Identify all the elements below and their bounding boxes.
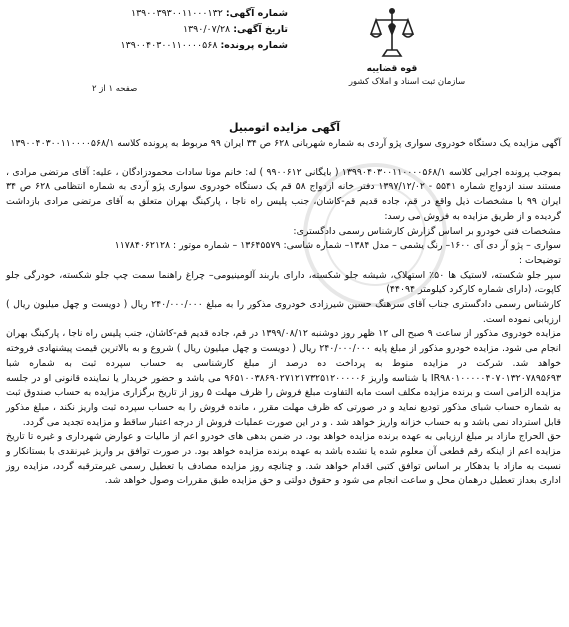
notes-heading: توضیحات : — [518, 254, 561, 266]
notice-date-row — [48, 22, 288, 38]
paragraph-spacer — [6, 152, 561, 166]
notice-number-label: شماره آگهی: — [225, 8, 288, 19]
vehicle-specs: سواری – پژو آر دی آی ۱۶۰۰– رنگ یشمی – مدل ۱۳۸۴– شماره شاسی: ۱۳۶۴۵۵۷۹ – شماره موتور : ۱۱۷۸۴۰۶۲۱۲۸ — [114, 240, 561, 252]
fees-paragraph: حق الحراج مازاد بر مبلغ ارزیابی به عهده برنده مزایده خواهد بود. در ضمن بدهی های خودرو اعم از مالیات و عوارض شهرداری و غیره تا تاریخ مزایده اعم از اینکه رقم قطعی آن معلوم شده یا نشده باشد به عهده برنده مزایده خواهد بود. در صورت توافق بر واریز غیرنقدی با بستانکار و نسبت به مازاد با بدهکار بر اساس توافق کتبی اقدام خواهد شد. و چنانچه روز مزایده مصادف با تعطیل رسمی غیرمترقبه گردد، مزایده روز اداری بعداز تعطیل درهمان محل و ساعت انجام می شود و حقوق دولتی و حق مزایده طبق مقررات وصول خواهد شد. — [6, 431, 561, 487]
organization-name: سازمان ثبت اسناد و املاک کشور — [348, 77, 466, 87]
case-number-row — [48, 38, 288, 54]
case-number-label: شماره پرونده: — [220, 40, 288, 51]
judiciary-emblem-block — [347, 6, 466, 87]
notice-title: آگهی مزایده اتومبیل — [228, 121, 341, 134]
page-number: صفحه ۱ از ۲ — [92, 84, 138, 94]
case-number: ۱۳۹۰۰۴۰۳۰۰۱۱۰۰۰۰۵۶۸ — [120, 40, 218, 51]
specs-heading: مشخصات فنی خودرو بر اساس گزارش کارشناس رسمی دادگستری: — [293, 225, 561, 237]
case-paragraph: بموجب پرونده اجرایی کلاسه ۱۳۹۹۰۴۰۳۰۰۱۱۰۰۰۰۵۶۸/۱ ( بایگانی ۹۹۰۰۶۱۲ ) له: خانم مونا سادات محمودزادگان ، علیه: آقای مرتضی مرادی ، مستند سند ازدواج شماره ۵۵۴۱ - ۱۳۹۷/۱۲/۰۲ دفتر خانه ازدواج ۵۸ قم یک دستگاه خودروی سواری پژو آردی به شماره انتظامی ۶۲۸ ص ۳۴ ایران ۹۹ با مشخصات ذیل واقع در قم، جاده قدیم قم-کاشان، جنب پلیس راه ناجا ، پارکینگ بهران متعلق به آقای مرتضی مرادی بازداشت گردیده و از طریق مزایده به فروش می رسد: — [6, 166, 562, 222]
judiciary-name: قوه قضاییه — [366, 64, 418, 74]
notes-paragraph: سپر جلو شکسته، لاستیک ها ۵۰٪ استهلاک، شیشه جلو شکسته، دارای باربند آلومینیومی– چراغ راهنما سمت چپ جلو شکسته، خودرگی جلو کاپوت، (دارای شماره کارکرد کیلومتر ۴۴۰۹۴) — [6, 269, 561, 296]
appraisal-paragraph: کارشناس رسمی دادگستری جناب آقای سرهنگ حسین شیرزادی خودروی مذکور را به مبلغ ۲۴۰/۰۰۰/۰۰۰ ریال ( دویست و چهل میلیون ریال ) ارزیابی نموده است. — [6, 299, 561, 325]
scales-of-justice-icon — [369, 6, 415, 60]
auction-terms-paragraph: مزایده خودروی مذکور از ساعت ۹ صبح الی ۱۲ ظهر روز دوشنبه ۱۳۹۹/۰۸/۱۲ در قم، جاده قدیم قم-کاشان، جنب پلیس راه ناجا ، پارکینگ بهران انجام می شود. مزایده خودرو مذکور از مبلغ پایه ۲۴۰/۰۰۰/۰۰۰ ریال ( دویست و چهل میلیون ریال ) شروع و به بالاترین قیمت پیشنهادی فروخته خواهد شد. شرکت در مزایده منوط به پرداخت ده درصد از مبلغ کارشناسی به حساب سپرده ثبت به شماره شبا IR۹۸۰۱۰۰۰۰۰۴۰۷۰۱۳۲۰۷۸۹۵۶۹۳ با شناسه واریز ۹۶۵۱۰۰۳۸۶۹۰۲۷۱۲۱۷۳۲۵۱۲۰۰۰۰۰۶ می باشد و حضور خریدار یا نماینده قانونی او در جلسه مزایده الزامی است و برنده مزایده مکلف است مابه التفاوت مبلغ فروش را ظرف مهلت ۵ روز از تاریخ برگزاری مزایده به حساب صندوق ثبت به شماره حساب شبای مذکور تودیع نماید و در صورتی که ظرف مهلت مقرر ، مانده فروش را به حساب سپرده ثبت واریز نکند ، مبلغ مذکور قابل استرداد نمی باشد و به حساب خزانه واریز خواهد شد . و در این صورت عملیات فروش از درجه اعتبار ساقط و مزایده تجدید می گردد. — [6, 328, 562, 428]
notice-body — [6, 137, 561, 489]
notice-number-row — [48, 6, 288, 22]
notice-meta — [48, 6, 288, 54]
notice-date: ۱۳۹۰/۰۷/۲۸ — [182, 24, 231, 35]
notice-date-label: تاریخ آگهی: — [233, 24, 288, 35]
notice-number: ۱۳۹۰۰۳۹۳۰۰۱۱۰۰۰۱۳۲ — [130, 8, 223, 19]
intro-paragraph: آگهی مزایده یک دستگاه خودروی سواری پژو آردی به شماره شهربانی ۶۲۸ ص ۳۴ ایران ۹۹ مربوط به پرونده کلاسه ۱۳۹۰۰۴۰۳۰۰۱۱۰۰۰۰۵۶۸/۱ — [10, 138, 561, 149]
